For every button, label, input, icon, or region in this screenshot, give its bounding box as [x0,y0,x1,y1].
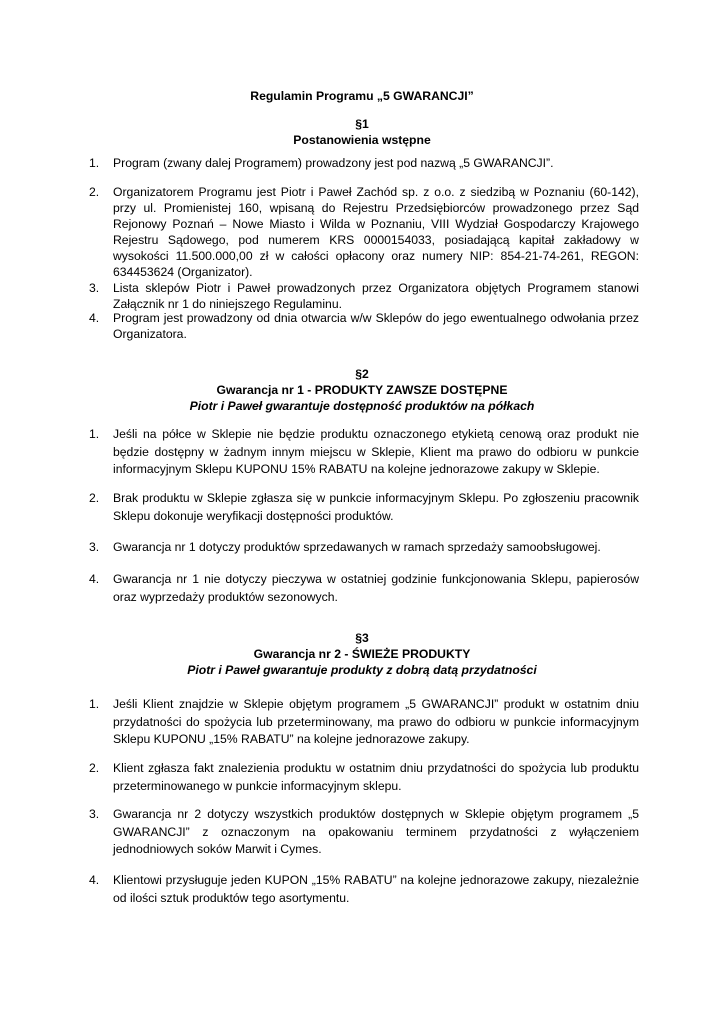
section-1-header [0,116,724,148]
item-number: 1. [89,156,100,170]
item-text: Gwarancja nr 1 nie dotyczy pieczywa w ostatniej godzinie funkcjonowania Sklepu, papierosów oraz wyprzedaży produktów sezonowych. [113,572,639,604]
section-subtitle: Piotr i Paweł gwarantuje produkty z dobrą datą przydatności [187,663,537,677]
list-item [89,280,639,312]
document-title: Regulamin Programu „5 GWARANCJI” [250,89,474,103]
list-item [89,155,639,173]
section-2-list [89,571,639,606]
section-symbol: §1 [355,117,369,131]
section-3-list [89,872,639,907]
section-symbol: §2 [355,367,369,381]
item-number: 3. [89,281,100,295]
section-3-list [89,696,639,749]
section-2-list [89,490,639,525]
section-3-header [0,630,724,678]
item-text: Brak produktu w Sklepie zgłasza się w punkcie informacyjnym Sklepu. Po zgłoszeniu pracownik Sklepu dokonuje weryfikacji dostępności produktów. [113,491,639,523]
item-text: Lista sklepów Piotr i Paweł prowadzonych przez Organizatora objętych Programem stanowi Załącznik nr 1 do niniejszego Regulaminu. [113,281,639,311]
list-item [89,760,639,795]
item-number: 1. [89,427,100,441]
item-number: 4. [89,311,100,325]
item-text: Klient zgłasza fakt znalezienia produktu w ostatnim dniu przydatności do spożycia lub produktu przeterminowanego w punkcie informacyjnym sklepu. [113,761,639,793]
item-number: 2. [89,761,100,775]
item-number: 3. [89,807,100,821]
item-text: Program (zwany dalej Programem) prowadzony jest pod nazwą „5 GWARANCJI”. [113,156,554,170]
section-2-list [89,539,639,557]
item-text: Jeśli na półce w Sklepie nie będzie produktu oznaczonego etykietą cenową oraz produkt nie będzie dostępny w żadnym innym miejscu w Sklepie, Klient ma prawo do odbioru w punkcie informacyjnym Sklepu KUPONU 15% RABATU na kolejne jednorazowe zakupy w Sklepie. [113,427,639,477]
item-number: 1. [89,697,100,711]
section-heading: Gwarancja nr 2 - ŚWIEŻE PRODUKTY [253,647,471,661]
section-2-header [0,366,724,414]
item-text: Organizatorem Programu jest Piotr i Paweł Zachód sp. z o.o. z siedzibą w Poznaniu (60-142), przy ul. Promienistej 160, wpisaną do Rejestru Przedsiębiorców prowadzonego przez Sąd Rejonowy Poznań – Nowe Miasto i Wilda w Poznaniu, VIII Wydział Gospodarczy Krajowego Rejestru Sądowego, pod numerem KRS 0000154033, posiadającą kapitał zakładowy w wysokości 11.500.000,00 zł w całości opłacony oraz numery NIP: 854-21-74-261, REGON: 634453624 (Organizator). [113,185,639,279]
section-3-list [89,806,639,859]
item-number: 3. [89,540,100,554]
item-text: Jeśli Klient znajdzie w Sklepie objętym programem „5 GWARANCJI” produkt w ostatnim dniu przydatności do spożycia lub przeterminowany, ma prawo do odbioru w punkcie informacyjnym Sklepu KUPONU „15% RABATU” na kolejne jednorazowe zakupy. [113,697,639,747]
list-item [89,426,639,479]
section-heading: Gwarancja nr 1 - PRODUKTY ZAWSZE DOSTĘPNE [216,383,508,397]
list-item [89,184,639,280]
section-1-list [89,184,639,312]
list-item [89,490,639,525]
list-item [89,806,639,859]
section-1-list [89,155,639,188]
item-number: 2. [89,491,100,505]
item-number: 4. [89,572,100,586]
section-symbol: §3 [355,631,369,645]
list-item [89,696,639,749]
section-1-list [89,310,639,342]
section-3-list [89,760,639,795]
item-text: Klientowi przysługuje jeden KUPON „15% RABATU” na kolejne jednorazowe zakupy, niezależnie od ilości sztuk produktów tego asortymentu. [113,873,639,905]
list-item [89,571,639,606]
item-number: 4. [89,873,100,887]
section-2-list [89,426,639,479]
item-text: Gwarancja nr 1 dotyczy produktów sprzedawanych w ramach sprzedaży samoobsługowej. [113,540,601,554]
list-item [89,539,639,557]
item-text: Gwarancja nr 2 dotyczy wszystkich produktów dostępnych w Sklepie objętym programem „5 GWARANCJI” z oznaczonym na opakowaniu terminem przydatności z wyłączeniem jednodniowych soków Marwit i Cymes. [113,807,639,857]
section-subtitle: Piotr i Paweł gwarantuje dostępność produktów na półkach [189,399,535,413]
item-text: Program jest prowadzony od dnia otwarcia w/w Sklepów do jego ewentualnego odwołania przez Organizatora. [113,311,639,341]
list-item [89,310,639,342]
item-number: 2. [89,185,100,199]
section-heading: Postanowienia wstępne [293,133,431,147]
list-item [89,872,639,907]
